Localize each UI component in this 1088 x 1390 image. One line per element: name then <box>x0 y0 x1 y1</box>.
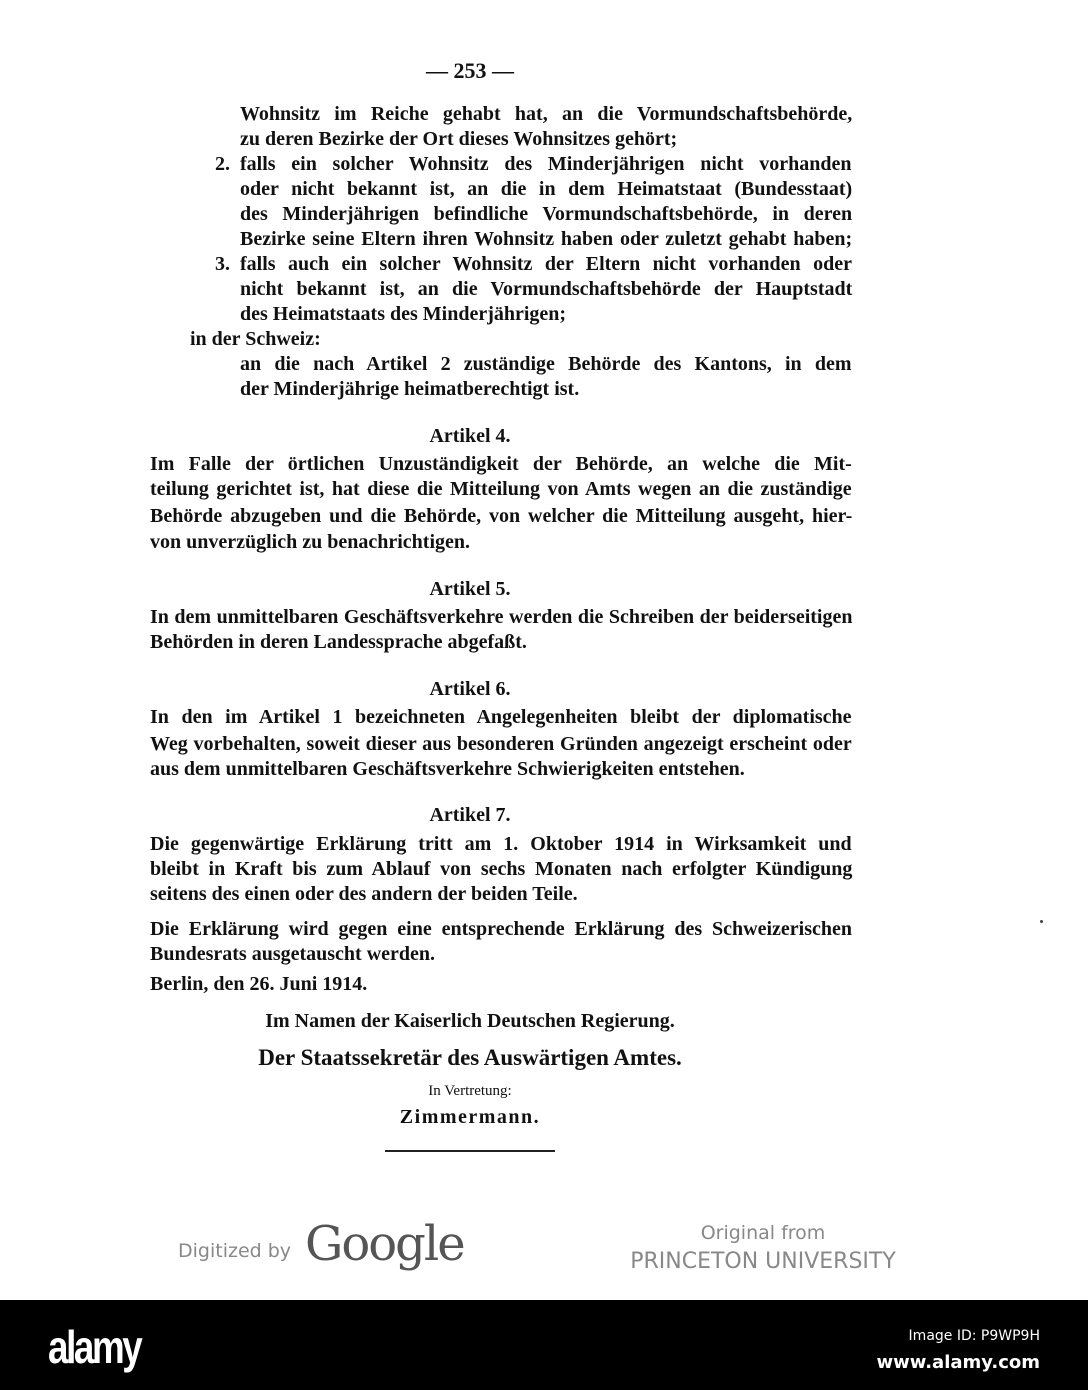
list-number: 3. <box>215 253 230 275</box>
text-line: des Minderjährigen befindliche Vormundschaftsbehörde, in deren <box>240 203 853 225</box>
text-line: an die nach Artikel 2 zuständige Behörde des Kantons, in dem <box>240 353 852 375</box>
original-from-label: Original from <box>700 1222 826 1244</box>
text-line: Behörden in deren Landessprache abgefaßt. <box>150 631 527 653</box>
text-line: Behörde abzugeben und die Behörde, von welcher die Mitteilung ausgeht, hier- <box>150 505 853 527</box>
text-line: des Heimatstaats des Minderjährigen; <box>240 303 567 325</box>
text-line: seitens des einen oder des andern der beiden Teile. <box>150 883 578 905</box>
image-id: Image ID: P9WP9H <box>908 1328 1040 1344</box>
text-line: Bundesrats ausgetauscht werden. <box>150 943 436 965</box>
page-number: — 253 — <box>426 58 514 83</box>
text-line: von unverzüglich zu benachrichtigen. <box>150 531 471 553</box>
signature-deputy: In Vertretung: <box>428 1083 512 1099</box>
text-line: teilung gerichtet ist, hat diese die Mitteilung von Amts wegen an die zuständige <box>150 478 852 500</box>
signature-name: Zimmermann. <box>399 1106 541 1128</box>
text-line: nicht bekannt ist, an die Vormundschaftsbehörde der Hauptstadt <box>240 278 853 300</box>
text-line: der Minderjährige heimatberechtigt ist. <box>240 378 580 400</box>
text-line: Die gegenwärtige Erklärung tritt am 1. Oktober 1914 in Wirksamkeit und <box>150 833 852 855</box>
text-line: Wohnsitz im Reiche gehabt hat, an die Vormundschaftsbehörde, <box>240 103 853 125</box>
signature-on-behalf: Im Namen der Kaiserlich Deutschen Regierung. <box>265 1010 675 1032</box>
article-heading: Artikel 7. <box>429 804 511 826</box>
list-number: 2. <box>215 153 230 175</box>
text-line: aus dem unmittelbaren Geschäftsverkehre Schwierigkeiten entstehen. <box>150 758 745 780</box>
place-date: Berlin, den 26. Juni 1914. <box>150 973 368 995</box>
text-line: bleibt in Kraft bis zum Ablauf von sechs Monaten nach erfolgter Kündigung <box>150 858 853 880</box>
text-line: zu deren Bezirke der Ort dieses Wohnsitzes gehört; <box>240 128 678 150</box>
text-line: Weg vorbehalten, soweit dieser aus besonderen Gründen angezeigt erscheint oder <box>150 733 852 755</box>
text-line: falls auch ein solcher Wohnsitz der Eltern nicht vorhanden oder <box>240 253 852 275</box>
watermark-bar <box>0 1300 1088 1390</box>
article-heading: Artikel 6. <box>429 678 511 700</box>
text-line: Im Falle der örtlichen Unzuständigkeit der Behörde, an welche die Mit- <box>150 453 852 475</box>
alamy-url: www.alamy.com <box>876 1352 1040 1373</box>
text-line: oder nicht bekannt ist, an die in dem Heimatstaat (Bundesstaat) <box>240 178 853 200</box>
digitized-by-label: Digitized by <box>178 1240 292 1262</box>
text-line: Bezirke seine Eltern ihren Wohnsitz haben oder zuletzt gehabt haben; <box>240 228 853 250</box>
signature-office: Der Staatssekretär des Auswärtigen Amtes. <box>258 1045 682 1070</box>
institution-label: PRINCETON UNIVERSITY <box>630 1249 896 1274</box>
schweiz-label: in der Schweiz: <box>190 328 321 350</box>
text-line: falls ein solcher Wohnsitz des Minderjährigen nicht vorhanden <box>240 153 852 175</box>
article-heading: Artikel 4. <box>429 425 511 447</box>
alamy-logo: alamy <box>48 1321 141 1373</box>
text-line: In dem unmittelbaren Geschäftsverkehre werden die Schreiben der beiderseitigen <box>150 606 853 628</box>
divider-rule <box>385 1150 555 1152</box>
article-heading: Artikel 5. <box>429 578 511 600</box>
google-logo: Google <box>305 1216 464 1272</box>
speck <box>1040 920 1043 923</box>
text-line: In den im Artikel 1 bezeichneten Angelegenheiten bleibt der diplomatische <box>150 706 852 728</box>
text-line: Die Erklärung wird gegen eine entsprechende Erklärung des Schweizerischen <box>150 918 852 940</box>
